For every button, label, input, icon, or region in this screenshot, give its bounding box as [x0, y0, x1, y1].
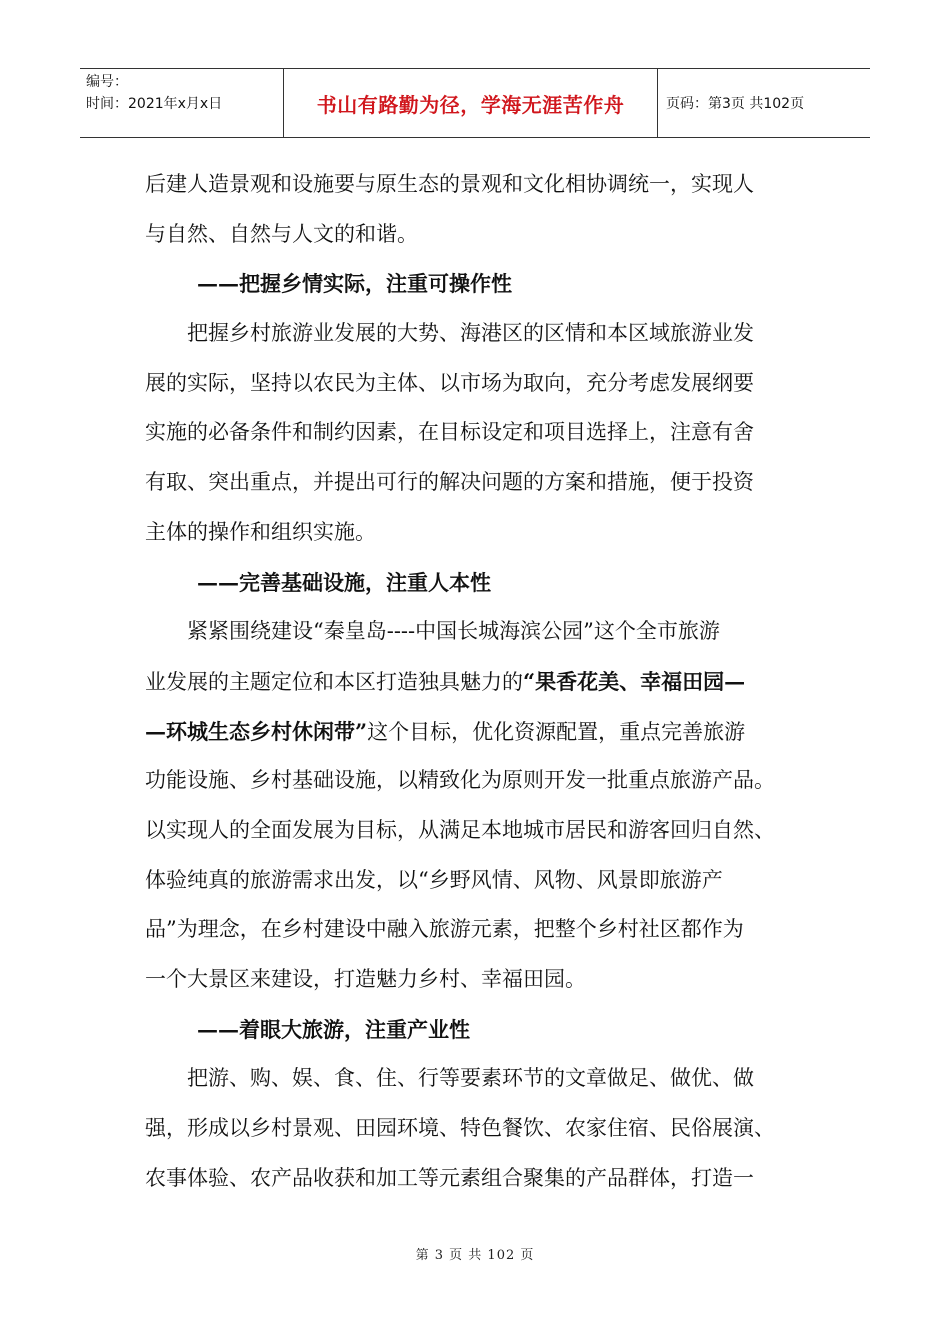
body-text: 这个目标，优化资源配置，重点完善旅游: [367, 719, 746, 744]
paragraph-first-line: 紧紧围绕建设“秦皇岛----中国长城海滨公园”这个全市旅游: [187, 619, 720, 644]
body-line: 有取、突出重点，并提出可行的解决问题的方案和措施，便于投资: [145, 470, 754, 495]
date-label: 时间：2021年x月x日: [86, 96, 223, 112]
document-body: [145, 160, 815, 1203]
body-line: 与自然、自然与人文的和谐。: [145, 221, 418, 246]
page-footer: 第 3 页 共 102 页: [415, 1248, 535, 1263]
body-line: 后建人造景观和设施要与原生态的景观和文化相协调统一，实现人: [145, 172, 754, 196]
body-line: 品”为理念，在乡村建设中融入旅游元素，把整个乡村社区都作为: [145, 917, 744, 942]
body-line: 以实现人的全面发展为目标，从满足本地城市居民和游客回归自然、: [145, 817, 775, 842]
header-page-number: 页码：第3页 共102页: [666, 96, 805, 112]
header-meta: [80, 69, 283, 137]
body-line: 功能设施、乡村基础设施，以精致化为原则开发一批重点旅游产品。: [145, 768, 775, 793]
serial-number-label: 编号：: [86, 74, 128, 90]
body-line: 展的实际，坚持以农民为主体、以市场为取向，充分考虑发展纲要: [145, 370, 754, 395]
section-heading: ——完善基础设施，注重人本性: [197, 569, 491, 595]
body-line: 实施的必备条件和制约因素，在目标设定和项目选择上，注意有舍: [145, 420, 754, 445]
body-line: [145, 657, 815, 707]
body-line: 主体的操作和组织实施。: [145, 519, 376, 544]
body-text: 业发展的主题定位和本区打造独具魅力的: [145, 669, 523, 694]
body-line: 农事体验、农产品收获和加工等元素组合聚集的产品群体，打造一: [145, 1165, 754, 1190]
header-motto: 书山有路勤为径，学海无涯苦作舟: [283, 69, 658, 137]
paragraph-first-line: 把握乡村旅游业发展的大势、海港区的区情和本区域旅游业发: [187, 321, 754, 346]
body-line: 一个大景区来建设，打造魅力乡村、幸福田园。: [145, 967, 586, 991]
body-line: [145, 707, 815, 757]
page-header: [80, 68, 870, 138]
body-line: 体验纯真的旅游需求出发，以“乡野风情、风物、风景即旅游产: [145, 867, 723, 892]
bold-slogan-part-2: —环城生态乡村休闲带”: [145, 718, 368, 744]
paragraph-first-line: 把游、购、娱、食、住、行等要素环节的文章做足、做优、做: [187, 1066, 754, 1091]
body-line: 强，形成以乡村景观、田园环境、特色餐饮、农家住宿、民俗展演、: [145, 1116, 775, 1141]
section-heading: ——着眼大旅游，注重产业性: [197, 1016, 470, 1042]
bold-slogan-part-1: “果香花美、幸福田园—: [523, 668, 746, 694]
section-heading: ——把握乡情实际，注重可操作性: [197, 271, 512, 297]
